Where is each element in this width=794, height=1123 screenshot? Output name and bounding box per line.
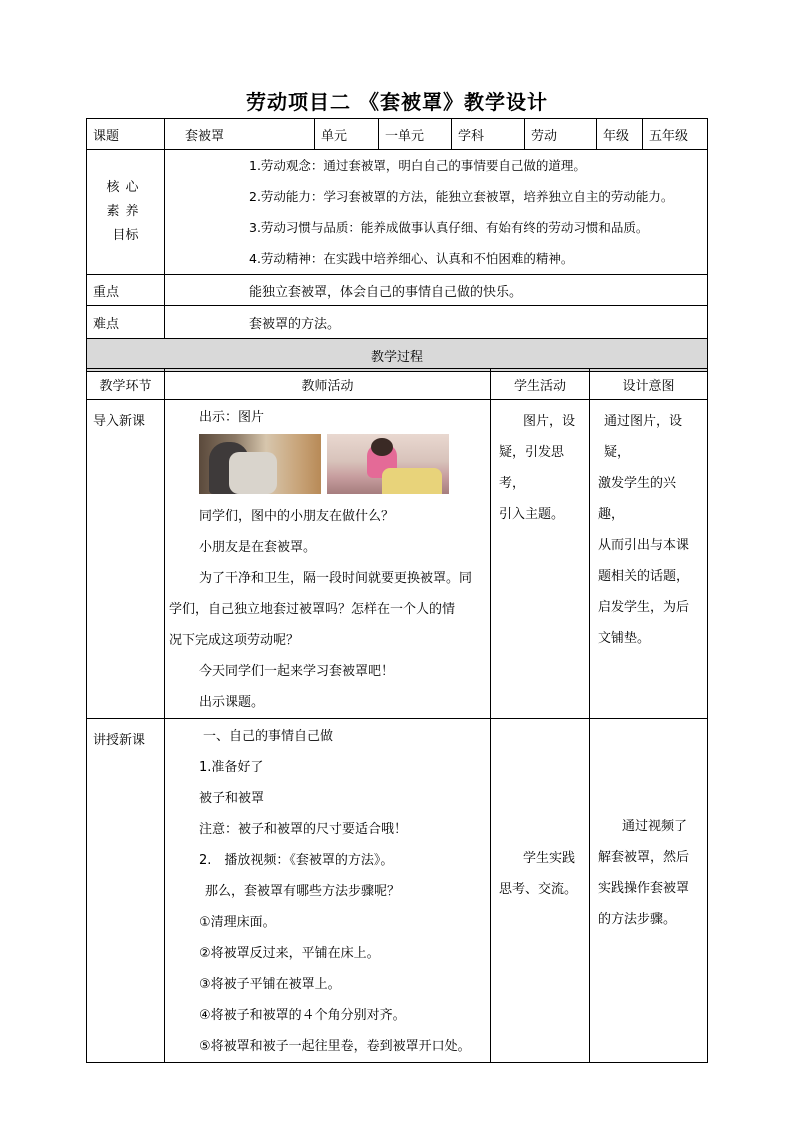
photo-row — [165, 434, 490, 498]
process-columns-row — [87, 369, 708, 400]
topic-value: 套被罩 — [165, 119, 315, 150]
col-intent: 设计意图 — [590, 369, 708, 400]
process-table — [86, 368, 708, 1063]
difficulty-label: 难点 — [87, 306, 165, 339]
lesson-plan-table — [86, 118, 708, 372]
core-goals-label: 核心 素养 目标 — [87, 150, 165, 275]
process-heading: 教学过程 — [87, 339, 708, 372]
unit-value: 一单元 — [379, 119, 452, 150]
subject-label: 学科 — [452, 119, 525, 150]
process-row-intro — [87, 400, 708, 719]
goal-item: 3.劳动习惯与品质：能养成做事认真仔细、有始有终的劳动习惯和品质。 — [249, 220, 649, 235]
col-teacher: 教师活动 — [165, 369, 491, 400]
intent-intro: 通过图片，设疑， 激发学生的兴趣， 从而引出与本课 题相关的话题， 启发学生，为后 文铺垫。 — [590, 400, 708, 719]
stage-intro: 导入新课 — [87, 400, 165, 719]
grade-value: 五年级 — [643, 119, 708, 150]
core-goals-row — [87, 150, 708, 275]
grade-label: 年级 — [597, 119, 643, 150]
document-title: 劳动项目二 《套被罩》教学设计 — [246, 90, 548, 114]
unit-label: 单元 — [315, 119, 379, 150]
difficulty-row — [87, 306, 708, 339]
teacher-lesson: 一、自己的事情自己做 1.准备好了 被子和被罩 注意：被子和被罩的尺寸要适合哦！ 2. 播放视频：《套被罩的方法》。 那么，套被罩有哪些方法步骤呢？ ①清理床面。 ②将被罩反过来，平铺在床上。 ③将被子平铺在被罩上。 ④将被子和被罩的４个角分别对齐。 ⑤将被罩和被子一起往里卷，卷到被罩开口处。 — [165, 719, 491, 1063]
student-intro: 图片，设 疑，引发思考， 引入主题。 — [491, 400, 590, 719]
goal-item: 4.劳动精神：在实践中培养细心、认真和不怕困难的精神。 — [249, 251, 574, 266]
key-point-text: 能独立套被罩，体会自己的事情自己做的快乐。 — [165, 275, 708, 306]
key-point-row — [87, 275, 708, 306]
photo-girl-with-quilt — [327, 434, 449, 494]
goal-item: 2.劳动能力：学习套被罩的方法，能独立套被罩，培养独立自主的劳动能力。 — [249, 189, 674, 204]
student-lesson: 学生实践 思考、交流。 — [491, 719, 590, 1063]
difficulty-text: 套被罩的方法。 — [165, 306, 708, 339]
header-row — [87, 119, 708, 150]
subject-value: 劳动 — [525, 119, 597, 150]
goal-item: 1.劳动观念：通过套被罩，明白自己的事情要自己做的道理。 — [249, 158, 586, 173]
col-stage: 教学环节 — [87, 369, 165, 400]
intent-lesson: 通过视频了 解套被罩，然后 实践操作套被罩 的方法步骤。 — [590, 719, 708, 1063]
topic-label: 课题 — [87, 119, 165, 150]
teacher-intro: 出示：图片 同学们，图中的小朋友在做什么？ 小朋友是在套被罩。 为了干净和卫生，隔一段时间就要更换被罩。同 学们，自己独立地套过被罩吗？怎样在一个人的情 况下完成这项劳动呢？ 今天同学们一起来学习套被罩吧！ 出示课题。 — [165, 400, 491, 719]
process-row-lesson — [87, 719, 708, 1063]
photo-adult-child-bedding — [199, 434, 321, 494]
core-goals-list — [165, 150, 708, 275]
col-student: 学生活动 — [491, 369, 590, 400]
key-point-label: 重点 — [87, 275, 165, 306]
process-heading-row — [87, 339, 708, 372]
stage-lesson: 讲授新课 — [87, 719, 165, 1063]
